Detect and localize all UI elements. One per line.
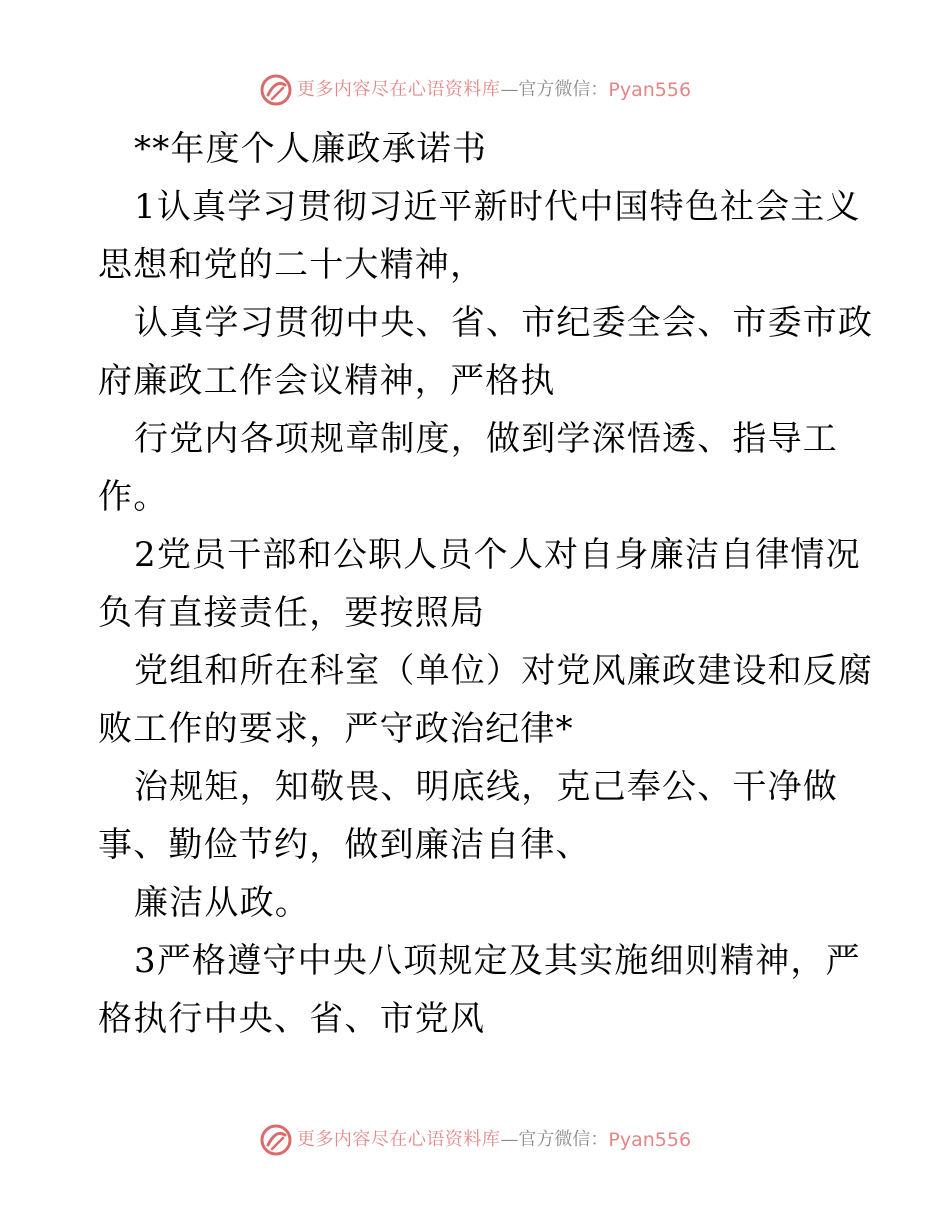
paragraph-line: 事、勤俭节约，做到廉洁自律、	[98, 825, 591, 865]
paragraph-line: 行党内各项规章制度，做到学深悟透、指导工	[134, 419, 838, 459]
watermark-site-text: 更多内容尽在心语资料库	[296, 1129, 501, 1150]
paragraph-line: 作。	[98, 477, 169, 517]
watermark-wechat-id: Pyan556	[608, 79, 692, 101]
paragraph-line: 认真学习贯彻中央、省、市纪委全会、市委市政	[134, 303, 874, 343]
paragraph-line: 思想和党的二十大精神，	[98, 245, 486, 285]
paragraph-line: 廉洁从政。	[134, 883, 310, 923]
header-watermark	[0, 70, 950, 110]
paragraph-line: 3严格遵守中央八项规定及其实施细则精神，严	[134, 941, 861, 981]
watermark-site-text: 更多内容尽在心语资料库	[296, 79, 501, 100]
paragraph-line: 格执行中央、省、市党风	[98, 999, 486, 1039]
seal-logo-icon	[259, 73, 293, 107]
watermark-wechat-label: 官方微信：	[518, 79, 609, 100]
watermark-dash: —	[500, 79, 519, 100]
paragraph-line: 败工作的要求，严守政治纪律*	[98, 709, 574, 749]
document-title: **年度个人廉政承诺书	[134, 129, 488, 169]
watermark-wechat-id: Pyan556	[608, 1129, 692, 1151]
paragraph-line: 2党员干部和公职人员个人对自身廉洁自律情况	[134, 535, 861, 575]
document-body	[98, 120, 874, 1048]
seal-logo-icon	[259, 1123, 293, 1157]
paragraph-line: 府廉政工作会议精神，严格执	[98, 361, 556, 401]
paragraph-line: 党组和所在科室（单位）对党风廉政建设和反腐	[134, 651, 874, 691]
watermark-dash: —	[500, 1129, 519, 1150]
watermark-wechat-label: 官方微信：	[518, 1129, 609, 1150]
paragraph-line: 负有直接责任，要按照局	[98, 593, 486, 633]
footer-watermark	[0, 1120, 950, 1160]
paragraph-line: 治规矩，知敬畏、明底线，克己奉公、干净做	[134, 767, 838, 807]
paragraph-line: 1认真学习贯彻习近平新时代中国特色社会主义	[134, 187, 861, 227]
